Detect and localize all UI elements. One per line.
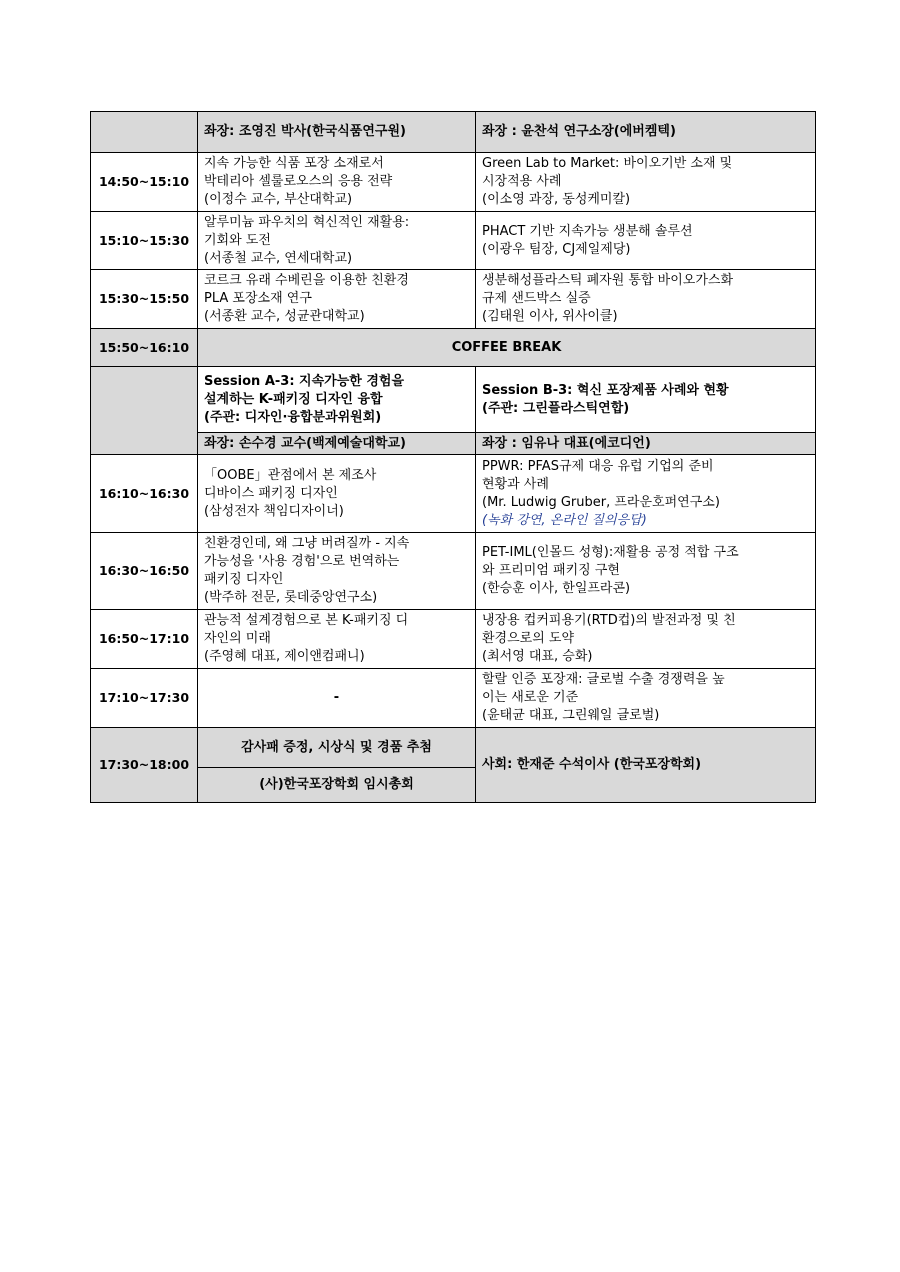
talk-line: 현황과 사례 — [482, 476, 549, 492]
talk-line: 「OOBE」관점에서 본 제조사 — [204, 467, 377, 483]
speaker: (주영혜 대표, 제이앤컴패니) — [204, 649, 365, 664]
chair-a: 좌장: 조영진 박사(한국식품연구원) — [198, 112, 476, 153]
time-cell: 15:30~15:50 — [91, 270, 198, 329]
time-cell: 14:50~15:10 — [91, 153, 198, 212]
talk-line: 환경으로의 도약 — [482, 631, 575, 646]
time-cell: 16:30~16:50 — [91, 533, 198, 610]
talk-line: 냉장용 컵커피용기(RTD컵)의 발전과정 및 친 — [482, 613, 736, 628]
talk-line: PLA 포장소재 연구 — [204, 291, 312, 306]
talk-b — [476, 533, 816, 610]
table-row — [91, 610, 816, 669]
talk-line: 와 프리미엄 패키징 구현 — [482, 563, 620, 578]
session-row — [91, 367, 816, 433]
time-cell: 17:10~17:30 — [91, 669, 198, 728]
closing-row — [91, 728, 816, 768]
session-time-blank — [91, 367, 198, 455]
talk-b — [476, 455, 816, 533]
session-title-line: Session B-3: 혁신 포장제품 사례와 현황 — [482, 382, 729, 398]
talk-line: 박테리아 셀룰로오스의 응용 전략 — [204, 174, 393, 189]
talk-line: 자인의 미래 — [204, 631, 271, 646]
time-cell: 16:10~16:30 — [91, 455, 198, 533]
table-row — [91, 533, 816, 610]
session-b-chair: 좌장 : 임유나 대표(에코디언) — [476, 433, 816, 455]
speaker: (이정수 교수, 부산대학교) — [204, 192, 353, 207]
talk-a — [198, 153, 476, 212]
talk-line: 기회와 도전 — [204, 232, 271, 248]
chair-row — [91, 112, 816, 153]
speaker: (김태원 이사, 위사이클) — [482, 309, 618, 324]
session-a-chair: 좌장: 손수경 교수(백제예술대학교) — [198, 433, 476, 455]
talk-b — [476, 669, 816, 728]
schedule-table — [90, 111, 816, 803]
award-ceremony: 감사패 증정, 시상식 및 경품 추첨 — [198, 728, 476, 768]
talk-line: 규제 샌드박스 실증 — [482, 291, 591, 306]
talk-line: 이는 새로운 기준 — [482, 690, 579, 705]
talk-line: PHACT 기반 지속가능 생분해 솔루션 — [482, 223, 693, 239]
talk-line: 생분해성플라스틱 폐자원 통합 바이오가스화 — [482, 273, 733, 288]
talk-line: 패키징 디자인 — [204, 572, 284, 587]
speaker: (윤태균 대표, 그린웨일 글로벌) — [482, 708, 660, 723]
general-meeting: (사)한국포장학회 임시총회 — [198, 768, 476, 803]
talk-line: 할랄 인증 포장재: 글로벌 수출 경쟁력을 높 — [482, 672, 725, 687]
corner-cell — [91, 112, 198, 153]
time-cell: 15:10~15:30 — [91, 212, 198, 270]
coffee-row — [91, 329, 816, 367]
talk-a — [198, 610, 476, 669]
talk-line: 코르크 유래 수베린을 이용한 친환경 — [204, 273, 409, 288]
talk-b — [476, 270, 816, 329]
talk-a — [198, 533, 476, 610]
session-title-line: Session A-3: 지속가능한 경험을 — [204, 373, 405, 389]
table-row — [91, 153, 816, 212]
time-cell: 17:30~18:00 — [91, 728, 198, 803]
speaker: (최서영 대표, 승화) — [482, 649, 593, 664]
speaker: (한승훈 이사, 한일프라콘) — [482, 581, 631, 596]
talk-a-empty: - — [198, 669, 476, 728]
session-title-line: 설계하는 K-패키징 디자인 융합 — [204, 391, 383, 407]
speaker: (이광우 팀장, CJ제일제당) — [482, 241, 631, 257]
talk-b — [476, 610, 816, 669]
talk-line: 관능적 설계경험으로 본 K-패키징 디 — [204, 613, 409, 628]
talk-line: 친환경인데, 왜 그냥 버려질까 - 지속 — [204, 536, 410, 551]
time-cell: 15:50~16:10 — [91, 329, 198, 367]
chair-b: 좌장 : 윤찬석 연구소장(에버켐텍) — [476, 112, 816, 153]
table-row — [91, 270, 816, 329]
time-cell: 16:50~17:10 — [91, 610, 198, 669]
closing-host: 사회: 한재준 수석이사 (한국포장학회) — [476, 728, 816, 803]
speaker: (서종철 교수, 연세대학교) — [204, 250, 353, 266]
session-a-title — [198, 367, 476, 433]
talk-line: Green Lab to Market: 바이오기반 소재 및 — [482, 156, 733, 171]
session-organizer: (주관: 디자인·융합분과위원회) — [204, 409, 382, 425]
speaker: (박주하 전문, 롯데중앙연구소) — [204, 590, 378, 605]
talk-line: 가능성을 '사용 경험'으로 번역하는 — [204, 554, 400, 569]
recorded-note: (녹화 강연, 온라인 질의응답) — [482, 512, 647, 528]
table-row — [91, 669, 816, 728]
session-chair-row — [91, 433, 816, 455]
speaker: (삼성전자 책임디자이너) — [204, 503, 344, 519]
talk-b — [476, 153, 816, 212]
table-row — [91, 455, 816, 533]
speaker: (Mr. Ludwig Gruber, 프라운호퍼연구소) — [482, 494, 720, 510]
talk-b — [476, 212, 816, 270]
talk-line: 디바이스 패키징 디자인 — [204, 485, 338, 501]
speaker: (서종환 교수, 성균관대학교) — [204, 309, 365, 324]
session-b-title — [476, 367, 816, 433]
talk-line: 시장적용 사례 — [482, 174, 562, 189]
talk-a — [198, 212, 476, 270]
table-row — [91, 212, 816, 270]
session-organizer: (주관: 그린플라스틱연합) — [482, 400, 630, 416]
talk-line: 알루미늄 파우치의 혁신적인 재활용: — [204, 214, 410, 230]
speaker: (이소영 과장, 동성케미칼) — [482, 192, 631, 207]
talk-a — [198, 455, 476, 533]
coffee-break: COFFEE BREAK — [198, 329, 816, 367]
talk-a — [198, 270, 476, 329]
talk-line: PPWR: PFAS규제 대응 유럽 기업의 준비 — [482, 458, 714, 474]
talk-line: 지속 가능한 식품 포장 소재로서 — [204, 156, 384, 171]
talk-line: PET-IML(인몰드 성형):재활용 공정 적합 구조 — [482, 545, 739, 560]
